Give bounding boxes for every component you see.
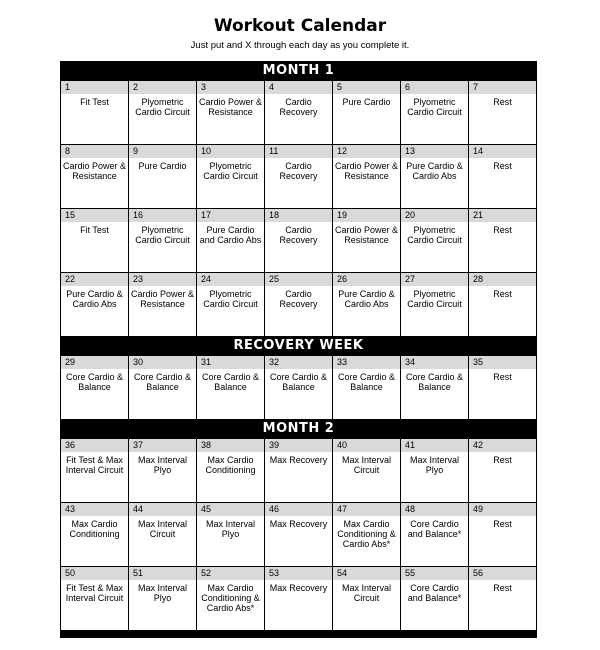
day-number: 16 — [129, 209, 196, 222]
workout-name: Core Cardio & Balance — [201, 372, 260, 392]
workout-name: Max Recovery — [269, 455, 328, 465]
day-number: 40 — [333, 439, 400, 452]
workout-name: Max Interval Circuit — [341, 583, 392, 603]
day-number: 8 — [61, 145, 128, 158]
day-cell — [401, 209, 468, 272]
day-number: 22 — [61, 273, 128, 286]
day-number: 54 — [333, 567, 400, 580]
day-cell — [265, 145, 332, 208]
workout-name: Rest — [493, 225, 512, 235]
day-cell — [129, 503, 196, 566]
day-cell — [469, 81, 536, 144]
day-cell — [333, 273, 400, 336]
page-title: Workout Calendar — [213, 16, 387, 36]
day-cell — [333, 81, 400, 144]
day-number: 51 — [129, 567, 196, 580]
workout-name: Max Cardio Conditioning & Cardio Abs* — [337, 519, 396, 549]
workout-name: Core Cardio & Balance — [133, 372, 192, 392]
day-number: 25 — [265, 273, 332, 286]
workout-name: Cardio Power & Resistance — [62, 161, 127, 181]
day-cell — [401, 356, 468, 419]
day-cell — [129, 81, 196, 144]
workout-name: Cardio Recovery — [279, 225, 318, 245]
day-cell — [469, 273, 536, 336]
day-cell — [401, 439, 468, 502]
day-cell — [401, 145, 468, 208]
day-number: 7 — [469, 81, 536, 94]
day-cell — [469, 439, 536, 502]
day-cell — [197, 209, 264, 272]
day-number: 36 — [61, 439, 128, 452]
workout-name: Rest — [493, 97, 512, 107]
workout-name: Rest — [493, 289, 512, 299]
day-cell — [333, 209, 400, 272]
workout-name: Plyometric Cardio Circuit — [203, 289, 258, 309]
day-number: 56 — [469, 567, 536, 580]
day-number: 39 — [265, 439, 332, 452]
day-number: 20 — [401, 209, 468, 222]
day-number: 52 — [197, 567, 264, 580]
workout-name: Rest — [493, 161, 512, 171]
workout-name: Plyometric Cardio Circuit — [407, 289, 462, 309]
day-cell — [129, 273, 196, 336]
day-cell — [333, 356, 400, 419]
day-cell — [129, 356, 196, 419]
workout-name: Plyometric Cardio Circuit — [135, 225, 190, 245]
workout-name: Cardio Recovery — [279, 161, 318, 181]
day-cell — [333, 567, 400, 630]
day-number: 3 — [197, 81, 264, 94]
day-number: 55 — [401, 567, 468, 580]
workout-name: Max Interval Circuit — [137, 519, 188, 539]
workout-name: Core Cardio & Balance — [405, 372, 464, 392]
workout-name: Fit Test & Max Interval Circuit — [65, 455, 124, 475]
workout-name: Fit Test — [80, 225, 109, 235]
workout-name: Fit Test — [80, 97, 109, 107]
workout-name: Plyometric Cardio Circuit — [407, 225, 462, 245]
day-number: 50 — [61, 567, 128, 580]
day-cell — [333, 145, 400, 208]
day-number: 26 — [333, 273, 400, 286]
workout-name: Rest — [493, 455, 512, 465]
workout-name: Max Recovery — [269, 583, 328, 593]
workout-name: Pure Cardio & Cardio Abs — [338, 289, 395, 309]
day-cell — [61, 503, 128, 566]
day-number: 46 — [265, 503, 332, 516]
day-cell — [129, 567, 196, 630]
day-cell — [197, 567, 264, 630]
workout-name: Plyometric Cardio Circuit — [135, 97, 190, 117]
day-cell — [61, 356, 128, 419]
day-cell — [129, 439, 196, 502]
day-number: 30 — [129, 356, 196, 369]
day-number: 32 — [265, 356, 332, 369]
workout-name: Rest — [493, 372, 512, 382]
workout-name: Max Interval Circuit — [341, 455, 392, 475]
day-cell — [61, 273, 128, 336]
day-cell — [401, 81, 468, 144]
day-cell — [333, 439, 400, 502]
day-number: 10 — [197, 145, 264, 158]
day-number: 5 — [333, 81, 400, 94]
day-number: 53 — [265, 567, 332, 580]
day-number: 21 — [469, 209, 536, 222]
day-cell — [265, 273, 332, 336]
day-cell — [197, 145, 264, 208]
workout-name: Pure Cardio and Cardio Abs — [199, 225, 262, 245]
workout-name: Core Cardio & Balance — [269, 372, 328, 392]
day-number: 19 — [333, 209, 400, 222]
workout-name: Pure Cardio & Cardio Abs — [406, 161, 463, 181]
workout-name: Max Cardio Conditioning — [69, 519, 120, 539]
workout-name: Plyometric Cardio Circuit — [203, 161, 258, 181]
workout-name: Max Cardio Conditioning & Cardio Abs* — [201, 583, 260, 613]
day-number: 29 — [61, 356, 128, 369]
workout-name: Max Recovery — [269, 519, 328, 529]
day-number: 24 — [197, 273, 264, 286]
workout-calendar-table — [60, 61, 537, 638]
day-number: 13 — [401, 145, 468, 158]
day-cell — [197, 273, 264, 336]
day-number: 43 — [61, 503, 128, 516]
day-cell — [197, 356, 264, 419]
day-cell — [469, 145, 536, 208]
day-cell — [197, 503, 264, 566]
workout-name: Cardio Power & Resistance — [334, 225, 399, 245]
workout-name: Cardio Power & Resistance — [130, 289, 195, 309]
day-cell — [401, 567, 468, 630]
day-cell — [469, 503, 536, 566]
day-number: 49 — [469, 503, 536, 516]
day-number: 38 — [197, 439, 264, 452]
day-number: 45 — [197, 503, 264, 516]
day-number: 48 — [401, 503, 468, 516]
workout-name: Cardio Power & Resistance — [198, 97, 263, 117]
day-cell — [129, 145, 196, 208]
day-cell — [197, 439, 264, 502]
day-cell — [265, 209, 332, 272]
workout-name: Rest — [493, 583, 512, 593]
day-number: 28 — [469, 273, 536, 286]
workout-name: Plyometric Cardio Circuit — [407, 97, 462, 117]
workout-name: Cardio Recovery — [279, 289, 318, 309]
workout-name: Core Cardio & Balance — [65, 372, 124, 392]
workout-name: Core Cardio and Balance* — [407, 519, 462, 539]
day-cell — [61, 209, 128, 272]
workout-name: Rest — [493, 519, 512, 529]
workout-name: Fit Test & Max Interval Circuit — [65, 583, 124, 603]
day-number: 2 — [129, 81, 196, 94]
day-number: 15 — [61, 209, 128, 222]
workout-name: Max Interval Plyo — [409, 455, 460, 475]
day-number: 9 — [129, 145, 196, 158]
day-cell — [61, 567, 128, 630]
day-cell — [265, 503, 332, 566]
day-number: 35 — [469, 356, 536, 369]
day-number: 47 — [333, 503, 400, 516]
workout-name: Cardio Power & Resistance — [334, 161, 399, 181]
workout-name: Pure Cardio — [138, 161, 187, 171]
day-cell — [469, 209, 536, 272]
day-cell — [401, 503, 468, 566]
workout-name: Pure Cardio & Cardio Abs — [66, 289, 123, 309]
day-cell — [61, 439, 128, 502]
day-cell — [265, 356, 332, 419]
day-number: 44 — [129, 503, 196, 516]
day-number: 23 — [129, 273, 196, 286]
day-cell — [469, 567, 536, 630]
day-cell — [265, 81, 332, 144]
page-subtitle: Just put and X through each day as you complete it. — [190, 40, 410, 51]
day-cell — [333, 503, 400, 566]
day-number: 14 — [469, 145, 536, 158]
day-number: 42 — [469, 439, 536, 452]
day-number: 41 — [401, 439, 468, 452]
section-header: MONTH 2 — [262, 421, 335, 436]
day-cell — [469, 356, 536, 419]
day-number: 33 — [333, 356, 400, 369]
workout-name: Cardio Recovery — [279, 97, 318, 117]
day-number: 1 — [61, 81, 128, 94]
workout-name: Max Cardio Conditioning — [205, 455, 256, 475]
day-cell — [265, 567, 332, 630]
day-number: 6 — [401, 81, 468, 94]
day-number: 12 — [333, 145, 400, 158]
workout-name: Max Interval Plyo — [137, 455, 188, 475]
day-number: 27 — [401, 273, 468, 286]
section-header: RECOVERY WEEK — [233, 338, 364, 353]
day-cell — [61, 81, 128, 144]
day-number: 34 — [401, 356, 468, 369]
workout-name: Core Cardio & Balance — [337, 372, 396, 392]
day-number: 37 — [129, 439, 196, 452]
workout-name: Max Interval Plyo — [137, 583, 188, 603]
day-cell — [197, 81, 264, 144]
workout-name: Pure Cardio — [342, 97, 391, 107]
day-number: 11 — [265, 145, 332, 158]
day-number: 4 — [265, 81, 332, 94]
day-cell — [265, 439, 332, 502]
day-cell — [129, 209, 196, 272]
day-cell — [401, 273, 468, 336]
workout-name: Core Cardio and Balance* — [407, 583, 462, 603]
workout-name: Max Interval Plyo — [205, 519, 256, 539]
day-number: 17 — [197, 209, 264, 222]
day-number: 18 — [265, 209, 332, 222]
day-number: 31 — [197, 356, 264, 369]
day-cell — [61, 145, 128, 208]
section-header: MONTH 1 — [262, 63, 335, 78]
